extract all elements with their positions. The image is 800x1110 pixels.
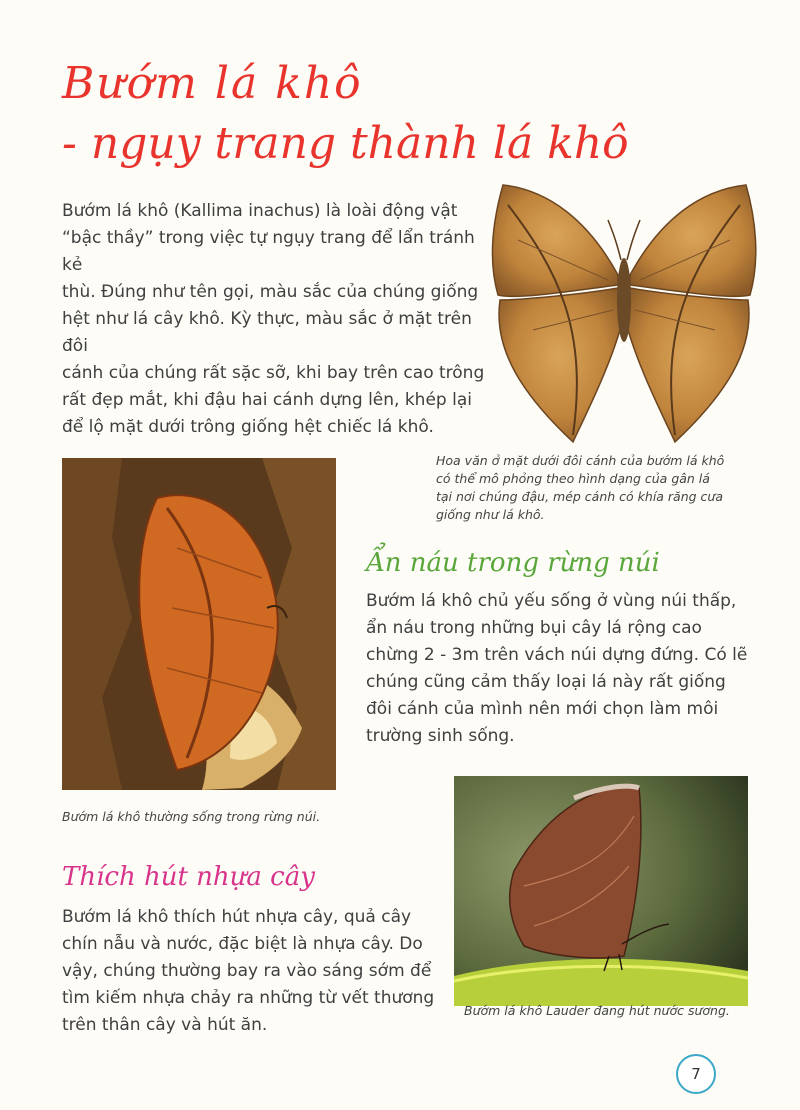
forest-line: trường sinh sống. [366,726,515,746]
page-title-line1: Bướm lá khô [62,58,363,109]
forest-line: đôi cánh của mình nên mới chọn làm môi [366,699,719,719]
intro-line: thù. Đúng như tên gọi, màu sắc của chúng giống [62,282,479,302]
caption-line: có thể mô phỏng theo hình dạng của gân lá [436,471,710,486]
intro-paragraph [62,198,492,441]
caption-line: tại nơi chúng đậu, mép cánh có khía răng cưa [436,489,724,504]
page-number: 7 [691,1065,701,1083]
intro-line: Bướm lá khô (Kallima inachus) là loài động vật [62,201,458,221]
intro-line: rất đẹp mắt, khi đậu hai cánh dựng lên, khép lại [62,390,472,410]
intro-line: “bậc thầy” trong việc tự ngụy trang để lẩn tránh kẻ [62,228,475,275]
sap-line: tìm kiếm nhựa chảy ra những từ vết thương [62,988,435,1008]
caption-dew: Bướm lá khô Lauder đang hút nước sương. [464,1003,730,1018]
sap-line: vậy, chúng thường bay ra vào sáng sớm để [62,961,432,981]
heading-sap: Thích hút nhựa cây [62,862,315,892]
forest-paragraph [366,588,766,750]
butterfly-spread-photo [478,180,770,450]
forest-line: chúng cũng cảm thấy loại lá này rất giống [366,672,726,692]
intro-line: hệt như lá cây khô. Kỳ thực, màu sắc ở mặt trên đôi [62,309,472,356]
caption-line: giống như lá khô. [436,507,545,522]
heading-forest: Ẩn náu trong rừng núi [366,548,660,578]
forest-line: chừng 2 - 3m trên vách núi dựng đứng. Có lẽ [366,645,748,665]
caption-line: Hoa văn ở mặt dưới đôi cánh của bướm lá khô [436,453,725,468]
intro-line: để lộ mặt dưới trông giống hệt chiếc lá khô. [62,417,434,437]
page-title-line2: - ngụy trang thành lá khô [62,118,629,169]
sap-paragraph [62,904,442,1039]
caption-forest: Bướm lá khô thường sống trong rừng núi. [62,809,321,824]
butterfly-dew-photo [454,776,748,1006]
forest-line: Bướm lá khô chủ yếu sống ở vùng núi thấp, [366,591,737,611]
page-number-badge [676,1054,716,1094]
intro-line: cánh của chúng rất sặc sỡ, khi bay trên cao trông [62,363,485,383]
butterfly-forest-photo [62,458,336,790]
sap-line: Bướm lá khô thích hút nhựa cây, quả cây [62,907,412,927]
caption-wing-pattern [436,452,776,524]
forest-line: ẩn náu trong những bụi cây lá rộng cao [366,618,702,638]
sap-line: chín nẫu và nước, đặc biệt là nhựa cây. Do [62,934,423,954]
sap-line: trên thân cây và hút ăn. [62,1015,268,1035]
